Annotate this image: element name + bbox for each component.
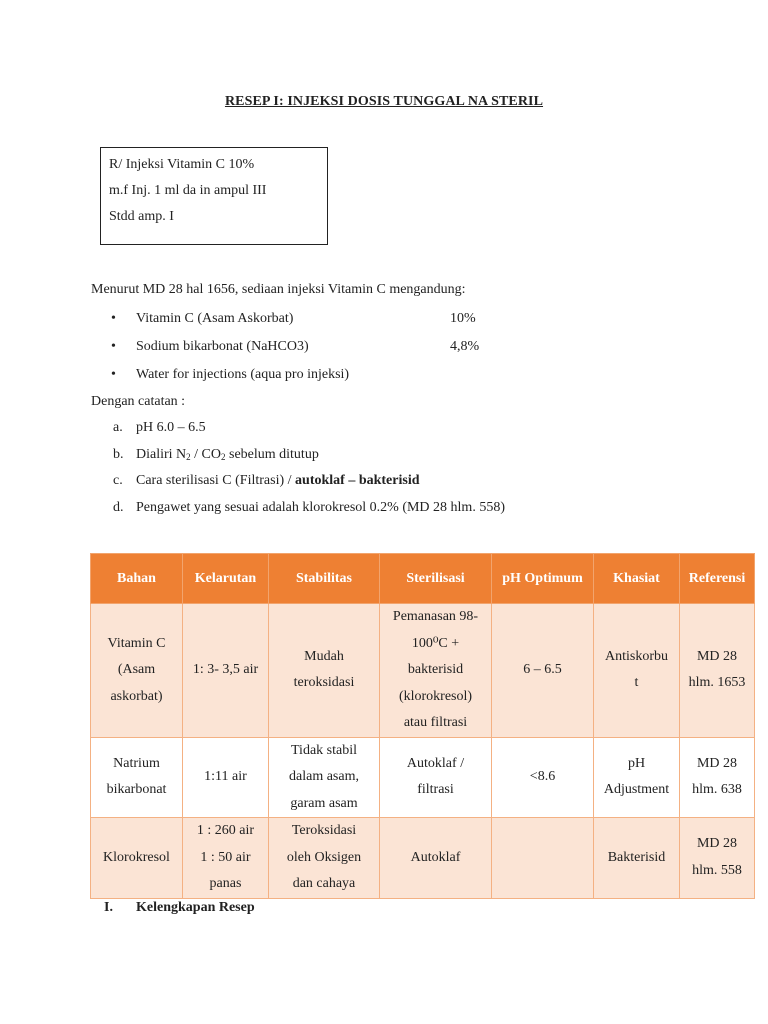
cell-line: 1 : 50 air bbox=[200, 849, 251, 865]
ingredient-name: Sodium bikarbonat (NaHCO3) bbox=[136, 339, 309, 354]
prescription-line: R/ Injeksi Vitamin C 10% bbox=[109, 157, 255, 172]
cell-line: askorbat) bbox=[110, 688, 163, 704]
ingredient-item bbox=[91, 306, 611, 334]
table-cell-referensi bbox=[680, 737, 755, 818]
ingredient-table bbox=[90, 553, 755, 899]
subscript: 2 bbox=[186, 451, 191, 462]
table-row bbox=[91, 604, 755, 738]
cell-line: oleh Oksigen bbox=[286, 849, 362, 865]
cell-line: Teroksidasi bbox=[291, 823, 357, 838]
table-cell-kelarutan bbox=[183, 737, 269, 818]
cell-line: Klorokresol bbox=[103, 849, 170, 865]
prescription-box bbox=[100, 147, 328, 245]
column-header: Sterilisasi bbox=[380, 554, 492, 604]
cell-line: t bbox=[634, 675, 639, 691]
note-text-part: Cara sterilisasi C (Filtrasi) / bbox=[136, 473, 296, 488]
cell-line: Tidak stabil bbox=[291, 742, 357, 758]
prescription-line: Stdd amp. I bbox=[109, 209, 174, 224]
cell-line: (klorokresol) bbox=[398, 688, 473, 704]
note-text: pH 6.0 – 6.5 bbox=[136, 420, 206, 435]
note-bold-text: autoklaf – bakterisid bbox=[295, 473, 420, 488]
cell-line: garam asam bbox=[290, 795, 358, 811]
table-cell-sterilisasi bbox=[380, 737, 492, 818]
table-cell-khasiat bbox=[594, 604, 680, 738]
bullet-icon: • bbox=[111, 311, 116, 326]
cell-line: (Asam bbox=[117, 662, 156, 677]
cell-line: pH bbox=[627, 755, 646, 771]
cell-line: 1: 3- 3,5 air bbox=[192, 662, 259, 677]
column-header: Referensi bbox=[680, 554, 755, 604]
note-text bbox=[136, 443, 319, 469]
column-header: Khasiat bbox=[594, 554, 680, 604]
cell-line: dalam asam, bbox=[289, 769, 359, 784]
table-cell-stabilitas bbox=[269, 737, 380, 818]
note-item bbox=[91, 469, 651, 496]
table-header-row bbox=[91, 554, 755, 604]
table-cell-bahan bbox=[91, 818, 183, 899]
note-item bbox=[91, 496, 651, 523]
table-cell-kelarutan bbox=[183, 604, 269, 738]
cell-line: dan cahaya bbox=[292, 876, 356, 891]
subscript: 2 bbox=[221, 451, 226, 462]
column-header: pH Optimum bbox=[492, 554, 594, 604]
ingredient-value: 4,8% bbox=[450, 339, 480, 354]
cell-line: filtrasi bbox=[417, 782, 454, 798]
note-marker: b. bbox=[113, 446, 124, 462]
cell-line: Bakterisid bbox=[607, 849, 666, 865]
ingredient-name: Water for injections (aqua pro injeksi) bbox=[136, 367, 350, 382]
note-text-part: sebelum ditutup bbox=[225, 446, 319, 462]
cell-line: hlm. 1653 bbox=[688, 675, 746, 691]
notes-label: Dengan catatan : bbox=[91, 394, 186, 409]
cell-line: bakterisid bbox=[407, 662, 464, 677]
table-cell-bahan bbox=[91, 604, 183, 738]
note-text-part: / CO bbox=[190, 446, 221, 462]
cell-line: Mudah bbox=[304, 648, 344, 664]
table-cell-kelarutan bbox=[183, 818, 269, 899]
cell-line: MD 28 bbox=[696, 755, 738, 771]
cell-line: atau filtrasi bbox=[403, 715, 468, 730]
section-number: I. bbox=[104, 900, 113, 915]
cell-line: Antiskorbu bbox=[605, 648, 668, 664]
cell-line: Vitamin C bbox=[107, 635, 166, 651]
column-header: Bahan bbox=[91, 554, 183, 604]
note-item bbox=[91, 416, 651, 443]
cell-line: 1 : 260 air bbox=[196, 823, 255, 838]
note-marker: c. bbox=[113, 473, 123, 488]
table-cell-stabilitas bbox=[269, 604, 380, 738]
ingredient-item bbox=[91, 334, 611, 362]
table-cell-khasiat bbox=[594, 737, 680, 818]
note-text bbox=[136, 469, 420, 493]
intro-text: Menurut MD 28 hal 1656, sediaan injeksi Vitamin C mengandung: bbox=[91, 282, 466, 297]
bullet-icon: • bbox=[111, 367, 116, 382]
page-title: RESEP I: INJEKSI DOSIS TUNGGAL NA STERIL bbox=[224, 94, 544, 109]
cell-line: Natrium bbox=[113, 755, 160, 771]
cell-line: 100⁰C + bbox=[411, 635, 460, 651]
table-cell-bahan bbox=[91, 737, 183, 818]
cell-line: hlm. 558 bbox=[692, 862, 742, 878]
notes-list bbox=[91, 416, 651, 522]
cell-line: teroksidasi bbox=[293, 675, 355, 691]
cell-line: MD 28 bbox=[696, 648, 738, 664]
prescription-line: m.f Inj. 1 ml da in ampul III bbox=[109, 183, 267, 198]
table-row bbox=[91, 737, 755, 818]
cell-line: <8.6 bbox=[529, 769, 556, 784]
table-cell-ph bbox=[492, 818, 594, 899]
ingredient-item bbox=[91, 362, 611, 390]
column-header: Kelarutan bbox=[183, 554, 269, 604]
table-cell-ph bbox=[492, 604, 594, 738]
table-cell-referensi bbox=[680, 818, 755, 899]
bullet-icon: • bbox=[111, 339, 116, 354]
cell-line: Autoklaf / bbox=[406, 755, 465, 771]
cell-line: panas bbox=[209, 876, 242, 891]
note-item bbox=[91, 443, 651, 470]
ingredient-value: 10% bbox=[450, 311, 476, 326]
section-title: Kelengkapan Resep bbox=[136, 900, 255, 915]
table-cell-sterilisasi bbox=[380, 604, 492, 738]
cell-line: hlm. 638 bbox=[692, 782, 742, 798]
table-cell-referensi bbox=[680, 604, 755, 738]
cell-line: Pemanasan 98- bbox=[392, 609, 479, 624]
cell-line: 1:11 air bbox=[204, 769, 247, 784]
ingredient-name: Vitamin C (Asam Askorbat) bbox=[136, 311, 294, 326]
note-text-part: Dialiri N bbox=[136, 446, 187, 462]
cell-line: bikarbonat bbox=[106, 782, 167, 798]
table-cell-stabilitas bbox=[269, 818, 380, 899]
cell-line: 6 – 6.5 bbox=[523, 662, 562, 677]
note-marker: d. bbox=[113, 499, 124, 515]
note-text: Pengawet yang sesuai adalah klorokresol 0.2% (MD 28 hlm. 558) bbox=[136, 499, 505, 515]
table-cell-khasiat bbox=[594, 818, 680, 899]
cell-line: MD 28 bbox=[696, 836, 738, 852]
table-cell-ph bbox=[492, 737, 594, 818]
column-header: Stabilitas bbox=[269, 554, 380, 604]
cell-line: Autoklaf bbox=[410, 849, 461, 865]
ingredient-list bbox=[91, 306, 611, 390]
cell-line: Adjustment bbox=[603, 782, 670, 798]
table-row bbox=[91, 818, 755, 899]
table-cell-sterilisasi bbox=[380, 818, 492, 899]
note-marker: a. bbox=[113, 420, 123, 435]
